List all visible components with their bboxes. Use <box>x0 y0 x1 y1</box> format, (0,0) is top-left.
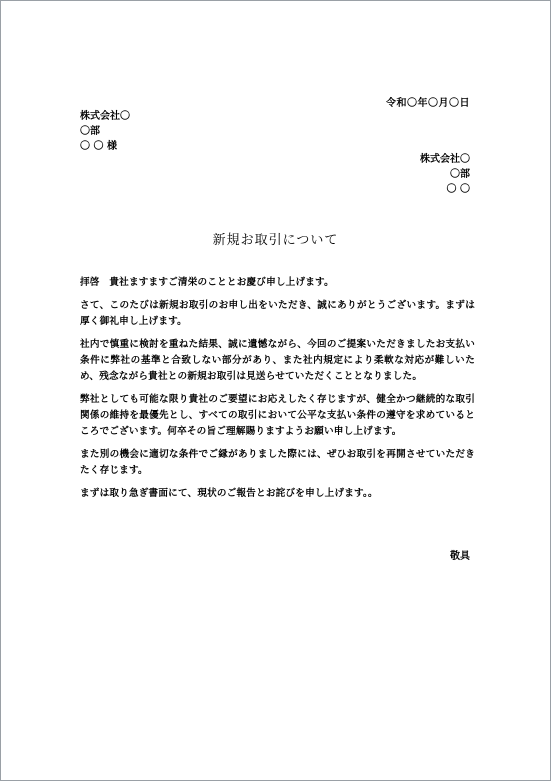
body-paragraph: まずは取り急ぎ書面にて、現状のご報告とお詫びを申し上げます。。 <box>80 488 378 499</box>
letter-title: 新規お取引について <box>212 233 339 248</box>
letter-body <box>80 275 475 509</box>
recipient-name: 〇 〇 様 <box>80 141 117 152</box>
body-paragraph: 弊社としても可能な限り貴社のご要望にお応えしたく存じますが、健全かつ継続的な取引関係の維持を最優先とし、すべての取引において公平な支払い条件の遵守を求めているところでございます。何卒その旨ご理解賜りますようお願い申し上げます。 <box>80 394 475 437</box>
body-paragraph: また別の機会に適切な条件でご縁がありました際には、ぜひお取引を再開させていただきたく存じます。 <box>80 449 475 476</box>
sender-company: 株式会社〇 <box>420 154 470 165</box>
recipient-department: 〇部 <box>80 126 100 137</box>
letter-date: 令和〇年〇月〇日 <box>386 98 470 109</box>
body-paragraph: さて、このたびは新規お取引のお申し出をいただき、誠にありがとうございます。まずは厚く御礼申し上げます。 <box>80 300 475 327</box>
body-paragraph: 拝啓 貴社ますますご清栄のこととお慶び申し上げます。 <box>80 277 334 288</box>
recipient-company: 株式会社〇 <box>80 111 130 122</box>
sender-department: 〇部 <box>450 169 470 180</box>
sender-block <box>420 152 470 197</box>
sender-name: 〇 〇 <box>446 184 470 195</box>
body-paragraph: 社内で慎重に検討を重ねた結果、誠に遺憾ながら、今回のご提案いただきましたお支払い条件に弊社の基準と合致しない部分があり、また社内規定により柔軟な対応が難しいため、残念ながら貴社との新規お取引は見送らせていただくこととなりました。 <box>80 339 475 382</box>
closing-phrase: 敬具 <box>450 551 470 562</box>
recipient-block <box>80 109 130 154</box>
